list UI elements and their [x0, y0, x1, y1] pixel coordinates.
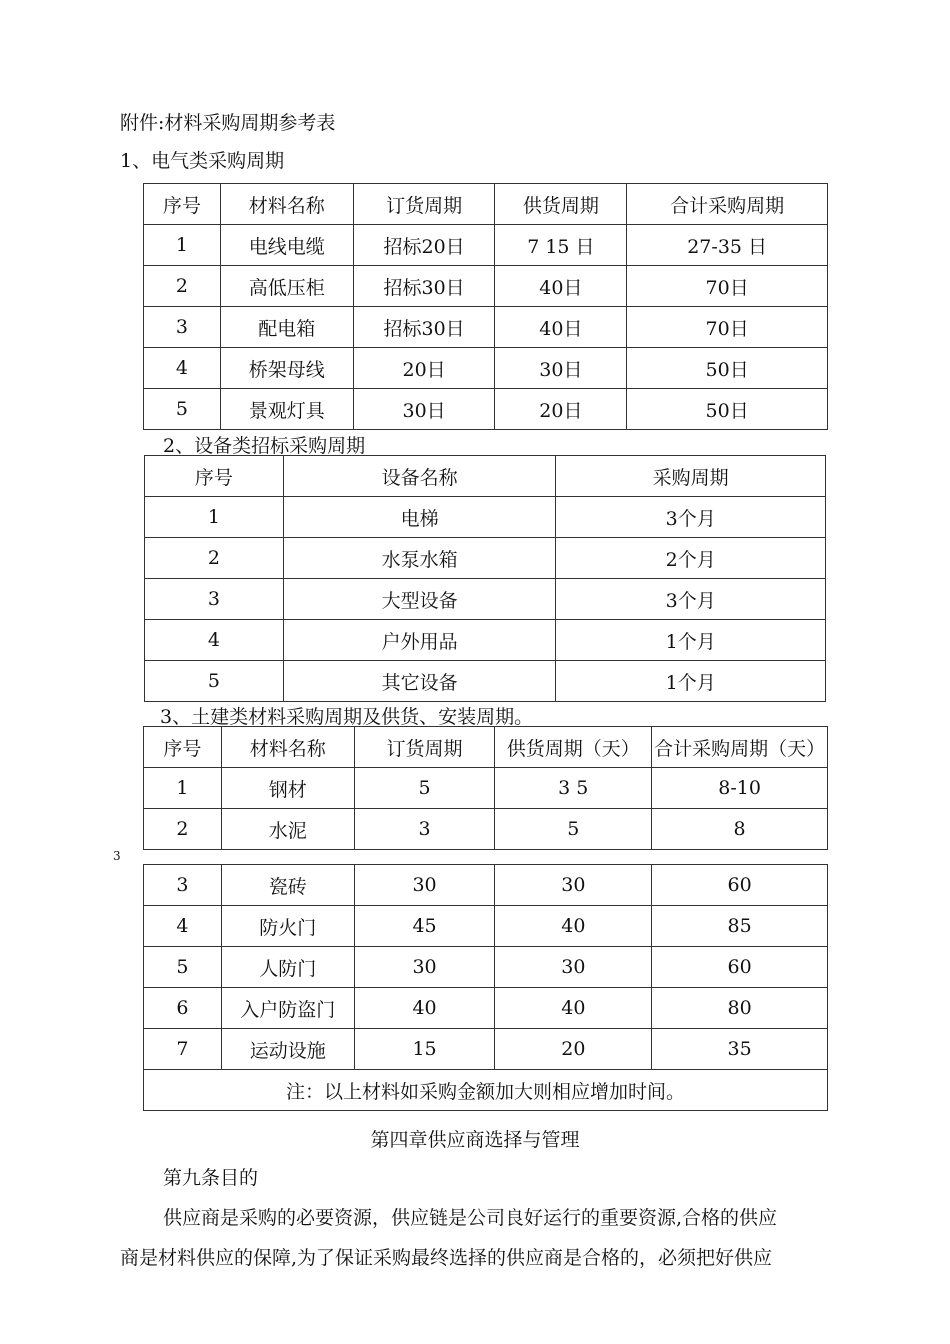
table-cell: 30 [354, 947, 495, 988]
table-cell: 20日 [495, 389, 627, 430]
table-row [144, 988, 828, 1029]
table-cell: 水泥 [221, 809, 354, 850]
table-cell: 高低压柜 [220, 266, 353, 307]
table-cell: 4 [144, 906, 222, 947]
table-row [144, 266, 828, 307]
table-cell: 5 [495, 809, 652, 850]
table-cell: 电梯 [283, 497, 556, 538]
section1-title: 1、电气类采购周期 [120, 150, 285, 172]
table-cell: 水泵水箱 [283, 538, 556, 579]
table-cell: 35 [652, 1029, 828, 1070]
table-cell: 3 5 [495, 768, 652, 809]
table-cell: 其它设备 [283, 661, 556, 702]
table-row [144, 947, 828, 988]
table-cell: 30日 [353, 389, 495, 430]
table-cell: 4 [144, 348, 221, 389]
table-row [144, 348, 828, 389]
table-cell: 3 [145, 579, 284, 620]
article-title: 第九条目的 [163, 1167, 259, 1189]
table-cell: 4 [145, 620, 284, 661]
table-header-row [145, 456, 826, 497]
table-cell: 30 [354, 865, 495, 906]
table-cell: 防火门 [221, 906, 354, 947]
table-cell: 1 [144, 225, 221, 266]
table-cell: 钢材 [221, 768, 354, 809]
header-cell: 序号 [144, 184, 221, 225]
table-cell: 景观灯具 [220, 389, 353, 430]
table-cell: 运动设施 [221, 1029, 354, 1070]
table-cell: 30 [495, 865, 652, 906]
table-note: 注：以上材料如采购金额加大则相应增加时间。 [144, 1070, 828, 1111]
table-cell: 60 [652, 865, 828, 906]
table-cell: 45 [354, 906, 495, 947]
attachment-title: 附件:材料采购周期参考表 [120, 112, 336, 134]
table-cell: 大型设备 [283, 579, 556, 620]
table-cell: 电线电缆 [220, 225, 353, 266]
table-cell: 5 [144, 947, 222, 988]
table-cell: 6 [144, 988, 222, 1029]
table-header-row [144, 727, 828, 768]
table-cell: 60 [652, 947, 828, 988]
table-cell: 招标30日 [353, 307, 495, 348]
table-cell: 85 [652, 906, 828, 947]
table-cell: 1 [145, 497, 284, 538]
table-cell: 入户防盗门 [221, 988, 354, 1029]
table-row [144, 307, 828, 348]
table-row [145, 538, 826, 579]
table-row [144, 389, 828, 430]
electrical-procurement-table [143, 183, 828, 430]
table-cell: 3 [354, 809, 495, 850]
page-number: 3 [113, 849, 121, 863]
header-cell: 供货周期（天） [495, 727, 652, 768]
table-cell: 瓷砖 [221, 865, 354, 906]
table-cell: 50日 [627, 348, 828, 389]
table-cell: 40 [495, 988, 652, 1029]
table-cell: 8-10 [652, 768, 828, 809]
header-cell: 合计采购周期 [627, 184, 828, 225]
table-cell: 5 [145, 661, 284, 702]
table-cell: 户外用品 [283, 620, 556, 661]
header-cell: 序号 [145, 456, 284, 497]
table-cell: 5 [354, 768, 495, 809]
table-cell: 7 15 日 [495, 225, 627, 266]
table-cell: 7 [144, 1029, 222, 1070]
header-cell: 订货周期 [353, 184, 495, 225]
table-cell: 30日 [495, 348, 627, 389]
header-cell: 材料名称 [221, 727, 354, 768]
table-row [144, 1029, 828, 1070]
table-row [145, 620, 826, 661]
civil-procurement-table-part1 [143, 726, 828, 850]
table-cell: 70日 [627, 307, 828, 348]
header-cell: 设备名称 [283, 456, 556, 497]
table-cell: 70日 [627, 266, 828, 307]
table-cell: 3 [144, 307, 221, 348]
table-cell: 20日 [353, 348, 495, 389]
table-note-row [144, 1070, 828, 1111]
table-cell: 80 [652, 988, 828, 1029]
table-cell: 27-35 日 [627, 225, 828, 266]
table-cell: 2个月 [556, 538, 826, 579]
header-cell: 合计采购周期（天） [652, 727, 828, 768]
table-row [145, 497, 826, 538]
table-cell: 3 [144, 865, 222, 906]
table-cell: 桥架母线 [220, 348, 353, 389]
table-row [145, 579, 826, 620]
table-cell: 2 [145, 538, 284, 579]
header-cell: 供货周期 [495, 184, 627, 225]
table-cell: 1个月 [556, 661, 826, 702]
table-cell: 配电箱 [220, 307, 353, 348]
table-cell: 15 [354, 1029, 495, 1070]
table-cell: 2 [144, 266, 221, 307]
table-row [144, 906, 828, 947]
body-paragraph-line: 供应商是采购的必要资源，供应链是公司良好运行的重要资源,合格的供应 [163, 1207, 778, 1229]
table-cell: 5 [144, 389, 221, 430]
table-cell: 40 [495, 906, 652, 947]
header-cell: 订货周期 [354, 727, 495, 768]
chapter-title: 第四章供应商选择与管理 [370, 1129, 580, 1151]
table-cell: 40日 [495, 266, 627, 307]
table-cell: 招标20日 [353, 225, 495, 266]
table-cell: 20 [495, 1029, 652, 1070]
table-cell: 40 [354, 988, 495, 1029]
header-cell: 材料名称 [220, 184, 353, 225]
table-row [144, 809, 828, 850]
table-cell: 人防门 [221, 947, 354, 988]
section3-title: 3、土建类材料采购周期及供货、安装周期。 [160, 706, 534, 728]
table-cell: 1个月 [556, 620, 826, 661]
table-cell: 招标30日 [353, 266, 495, 307]
section2-title: 2、设备类招标采购周期 [163, 435, 366, 457]
table-cell: 2 [144, 809, 222, 850]
table-cell: 8 [652, 809, 828, 850]
table-row [144, 768, 828, 809]
table-row [145, 661, 826, 702]
table-row [144, 225, 828, 266]
header-cell: 序号 [144, 727, 222, 768]
table-cell: 3个月 [556, 497, 826, 538]
body-paragraph-line: 商是材料供应的保障,为了保证采购最终选择的供应商是合格的，必须把好供应 [120, 1247, 773, 1269]
table-cell: 30 [495, 947, 652, 988]
table-cell: 40日 [495, 307, 627, 348]
table-cell: 3个月 [556, 579, 826, 620]
table-row [144, 865, 828, 906]
table-cell: 50日 [627, 389, 828, 430]
equipment-procurement-table [144, 455, 826, 702]
table-header-row [144, 184, 828, 225]
header-cell: 采购周期 [556, 456, 826, 497]
civil-procurement-table-part2 [143, 864, 828, 1111]
table-cell: 1 [144, 768, 222, 809]
